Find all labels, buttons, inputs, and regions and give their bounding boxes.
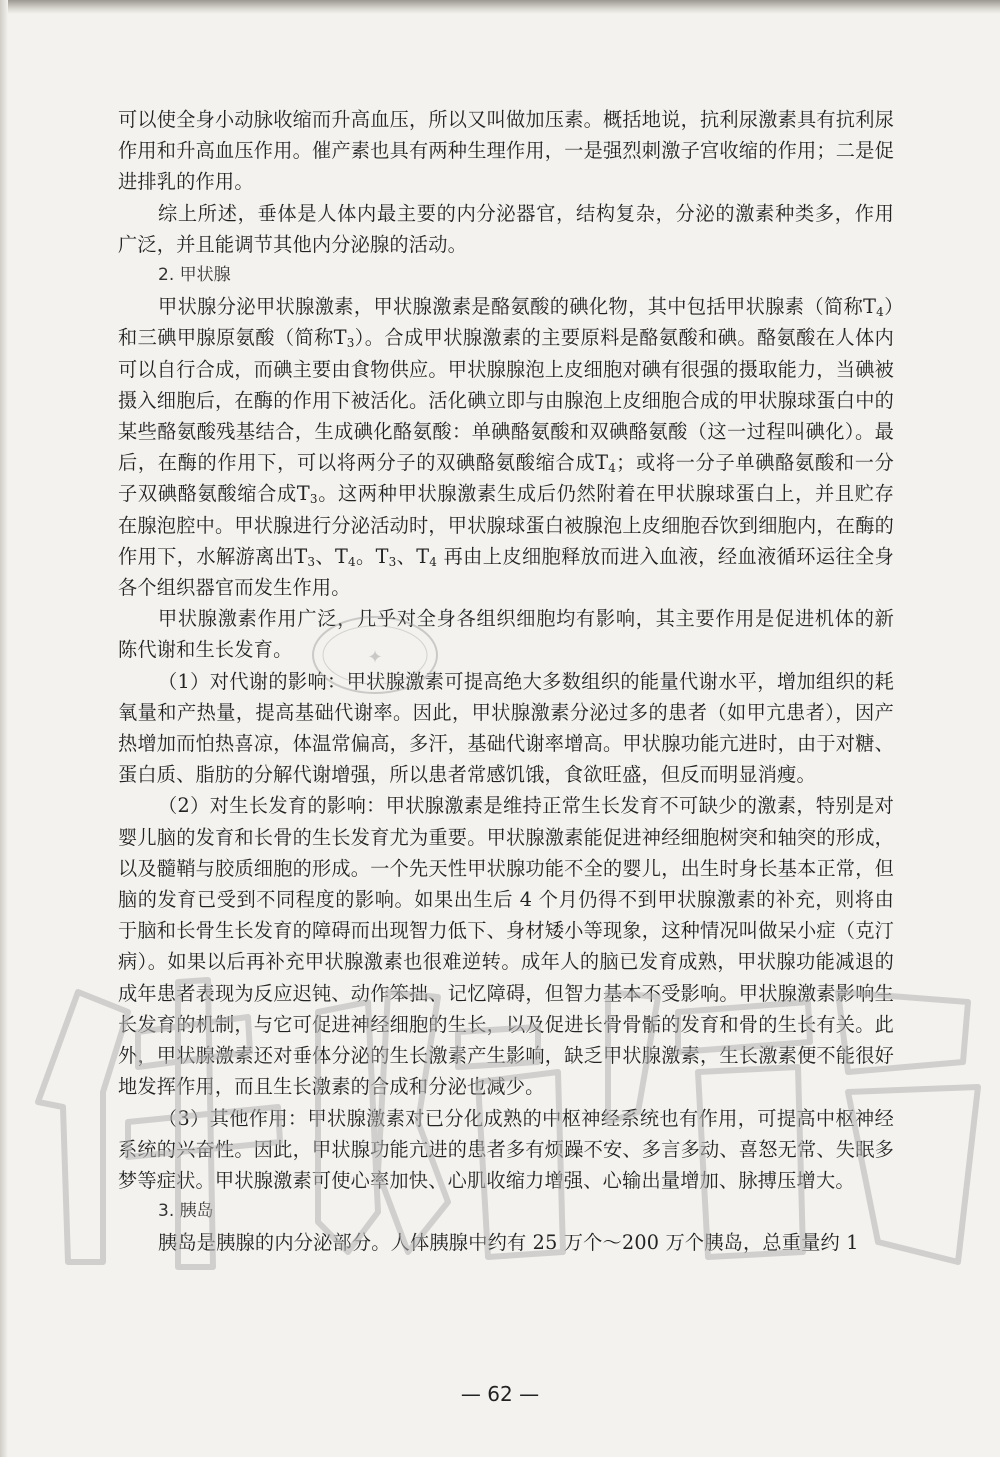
body-paragraph bbox=[118, 104, 894, 198]
text-run: 。T bbox=[355, 544, 389, 568]
body-paragraph bbox=[118, 291, 894, 603]
subscript: 3 bbox=[307, 554, 316, 569]
text-run: ）。合成甲状腺激素的主要原料是酪氨酸和碘。酪氨酸在人体内可以自行合成，而碘主要由食物供应。甲状腺腺泡上皮细胞对碘有很强的摄取能力，当碘被摄入细胞后，在酶的作用下被活化。活化碘立即与由腺泡上皮细胞合成的甲状腺球蛋白中的某些酪氨酸残基结合，生成碘化酪氨酸：单碘酪氨酸和双碘酪氨酸（这一过程叫碘化）。最后，在酶的作用下，可以将两分子的双碘酪氨酸缩合成T bbox=[118, 326, 894, 475]
text-run: （2）对生长发育的影响：甲状腺激素是维持正常生长发育不可缺少的激素，特别是对婴儿脑的发育和长骨的生长发育尤为重要。甲状腺激素能促进神经细胞树突和轴突的形成，以及髓鞘与胶质细胞的形成。一个先天性甲状腺功能不全的婴儿，出生时身长基本正常，但脑的发育已受到不同程度的影响。如果出生后 4 个月仍得不到甲状腺激素的补充，则将由于脑和长骨生长发育的障碍而出现智力低下、身材矮小等现象，这种情况叫做呆小症（克汀病）。如果以后再补充甲状腺激素也很难逆转。成年人的脑已发育成熟，甲状腺功能减退的成年患者表现为反应迟钝、动作笨拙、记忆障碍，但智力基本不受影响。甲状腺激素影响生长发育的机制，与它可促进神经细胞的生长，以及促进长骨骨骺的发育和骨的生长有关。此外，甲状腺激素还对垂体分泌的生长激素产生影响，缺乏甲状腺激素，生长激素便不能很好地发挥作用，而且生长激素的合成和分泌也减少。 bbox=[118, 794, 894, 1099]
page-left-edge bbox=[0, 0, 8, 1457]
text-run: 胰岛是胰腺的内分泌部分。人体胰腺中约有 25 万个～200 万个胰岛，总重量约 1 bbox=[158, 1231, 859, 1255]
text-run: 、T bbox=[396, 544, 430, 568]
body-paragraph bbox=[118, 198, 894, 260]
body-paragraph bbox=[118, 1103, 894, 1197]
page-number: — 62 — bbox=[460, 1382, 540, 1406]
subscript: 4 bbox=[347, 554, 356, 569]
text-run: 可以使全身小动脉收缩而升高血压，所以又叫做加压素。概括地说，抗利尿激素具有抗利尿作用和升高血压作用。催产素也具有两种生理作用，一是强烈刺激子宫收缩的作用；二是促进排乳的作用。 bbox=[118, 108, 894, 194]
subscript: 3 bbox=[309, 492, 318, 507]
section-heading bbox=[118, 1196, 894, 1227]
subscript: 4 bbox=[876, 305, 884, 320]
text-run: 再由上皮细胞释放而进入血液，经血液循环运往全身各个组织器官而发生作用。 bbox=[118, 544, 894, 600]
text-run: 甲状腺激素作用广泛，几乎对全身各组织细胞均有影响，其主要作用是促进机体的新陈代谢和生长发育。 bbox=[118, 607, 894, 662]
text-run: 、T bbox=[315, 544, 348, 568]
svg-text:✦: ✦ bbox=[367, 647, 383, 668]
text-run: （3）其他作用：甲状腺激素对已分化成熟的中枢神经系统也有作用，可提高中枢神经系统的兴奋性。因此，甲状腺功能亢进的患者多有烦躁不安、多言多动、喜怒无常、失眠多梦等症状。甲状腺激素可使心率加快、心肌收缩力增强、心输出量增加、脉搏压增大。 bbox=[118, 1106, 894, 1192]
subscript: 4 bbox=[608, 461, 617, 476]
text-run: 3. 胰岛 bbox=[158, 1201, 214, 1222]
subscript: 4 bbox=[429, 554, 438, 569]
subscript: 3 bbox=[346, 336, 355, 351]
page-top-edge bbox=[0, 0, 1000, 14]
text-run: （1）对代谢的影响：甲状腺激素可提高绝大多数组织的能量代谢水平，增加组织的耗氧量和产热量，提高基础代谢率。因此，甲状腺激素分泌过多的患者（如甲亢患者），因产热增加而怕热喜凉，体温常偏高，多汗，基础代谢率增高。甲状腺功能亢进时，由于对糖、蛋白质、脂肪的分解代谢增强，所以患者常感饥饿，食欲旺盛，但反而明显消瘦。 bbox=[118, 669, 894, 787]
document-body bbox=[118, 104, 894, 1259]
text-run: 2. 甲状腺 bbox=[158, 265, 231, 286]
text-run: 。这两种甲状腺激素生成后仍然附着在甲状腺球蛋白上，并且贮存在腺泡腔中。甲状腺进行分泌活动时，甲状腺球蛋白被腺泡上皮细胞吞饮到细胞内，在酶的作用下，水解游离出T bbox=[118, 482, 894, 568]
body-paragraph bbox=[118, 603, 894, 665]
text-run: ；或将一分子单碘酪氨酸和一分子双碘酪氨酸缩合成T bbox=[118, 451, 894, 506]
section-heading bbox=[118, 260, 894, 291]
subscript: 3 bbox=[388, 554, 397, 569]
text-run: 甲状腺分泌甲状腺激素，甲状腺激素是酪氨酸的碘化物，其中包括甲状腺素（简称T bbox=[158, 295, 877, 319]
body-paragraph bbox=[118, 666, 894, 791]
body-paragraph bbox=[118, 1227, 894, 1258]
text-run: ）和三碘甲腺原氨酸（简称T bbox=[118, 295, 894, 350]
text-run: 综上所述，垂体是人体内最主要的内分泌器官，结构复杂，分泌的激素种类多，作用广泛，并且能调节其他内分泌腺的活动。 bbox=[118, 201, 894, 256]
body-paragraph bbox=[118, 790, 894, 1102]
